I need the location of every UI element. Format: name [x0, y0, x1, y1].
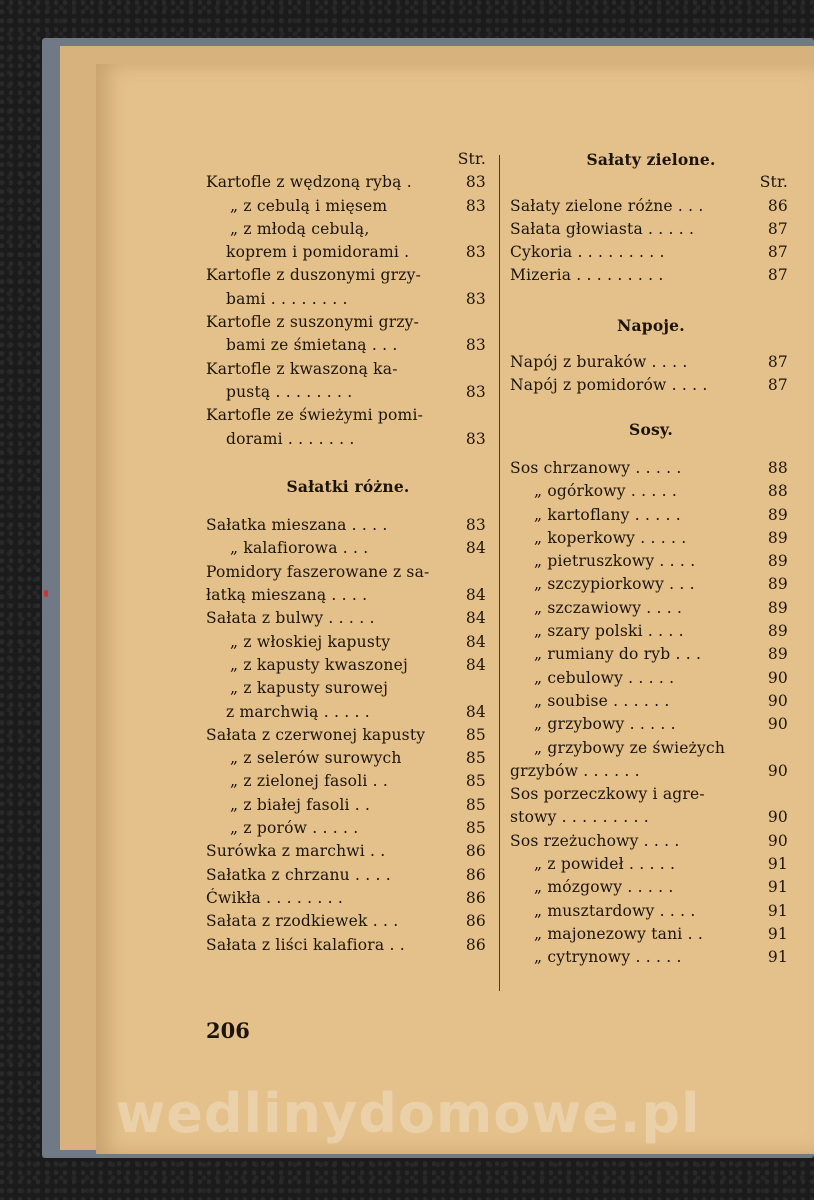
entry-title: „ szczawiowy . . . .	[534, 598, 683, 617]
index-entry	[206, 701, 490, 724]
entry-title: „ cebulowy . . . . .	[534, 668, 675, 687]
entry-page: 87	[767, 376, 788, 395]
index-entry	[510, 806, 792, 829]
entry-title: „ grzybowy . . . . .	[534, 715, 676, 734]
entry-page: 88	[767, 458, 788, 477]
entry-page: 85	[465, 749, 486, 768]
entry-page: 84	[465, 632, 486, 651]
entry-title: Sałata z bulwy . . . . .	[206, 609, 375, 628]
index-entry	[510, 830, 792, 853]
entry-title: Kartofle z duszonymi grzy-	[206, 266, 422, 285]
entry-title: Sałatka mieszana . . . .	[206, 516, 388, 535]
entry-page: 87	[767, 219, 788, 238]
entry-title: „ z powideł . . . . .	[534, 855, 676, 874]
entry-title: łatką mieszaną . . . .	[206, 586, 368, 605]
entry-page: 84	[465, 586, 486, 605]
index-entry	[206, 817, 490, 840]
entry-title: „ soubise . . . . . .	[534, 691, 670, 710]
index-entry	[510, 713, 792, 736]
entry-title: „ z włoskiej kapusty	[230, 632, 391, 651]
index-entry	[510, 480, 792, 503]
entry-page: 89	[767, 622, 788, 641]
entry-title: „ ogórkowy . . . . .	[534, 482, 677, 501]
index-entry	[206, 514, 490, 537]
entry-page: 87	[767, 243, 788, 262]
index-entry	[206, 910, 490, 933]
entry-title: „ koperkowy . . . . .	[534, 528, 687, 547]
entry-page: 86	[465, 865, 486, 884]
entry-title: Kartofle ze świeżymi pomi-	[206, 406, 424, 425]
index-entry	[206, 934, 490, 957]
page-mark	[44, 590, 48, 597]
left-index-list	[206, 171, 490, 451]
napoje-list	[510, 351, 792, 398]
entry-page: 89	[767, 575, 788, 594]
index-entry	[510, 351, 792, 374]
index-entry	[206, 654, 490, 677]
entry-title: grzybów . . . . . .	[510, 761, 640, 780]
entry-page: 86	[465, 842, 486, 861]
right-column-header: Str.	[759, 173, 788, 192]
entry-title: Ćwikła . . . . . . . .	[206, 888, 343, 907]
entry-title: „ szczypiorkowy . . .	[534, 575, 695, 594]
index-entry	[510, 620, 792, 643]
section-title-salaty: Sałaty zielone.	[586, 150, 716, 169]
entry-page: 90	[767, 808, 788, 827]
index-entry	[510, 853, 792, 876]
entry-title: Sałatka z chrzanu . . . .	[206, 865, 391, 884]
index-entry	[206, 887, 490, 910]
index-entry	[510, 218, 792, 241]
entry-title: Cykoria . . . . . . . . .	[510, 243, 665, 262]
index-entry	[510, 264, 792, 287]
entry-title: Sos chrzanowy . . . . .	[510, 458, 682, 477]
index-entry	[206, 770, 490, 793]
entry-page: 86	[465, 912, 486, 931]
index-entry	[206, 561, 490, 584]
entry-title: Sałata z liści kalafiora . .	[206, 935, 405, 954]
entry-page: 84	[465, 539, 486, 558]
entry-page: 83	[465, 243, 486, 262]
entry-title: „ z porów . . . . .	[230, 819, 359, 838]
entry-page: 83	[465, 336, 486, 355]
section-title-salatki: Sałatki różne.	[286, 476, 410, 496]
index-entry	[510, 737, 792, 760]
index-entry	[510, 690, 792, 713]
index-entry	[206, 584, 490, 607]
column-divider	[499, 155, 500, 991]
index-entry	[510, 643, 792, 666]
right-column	[510, 148, 792, 970]
entry-page: 90	[767, 691, 788, 710]
entry-page: 84	[465, 702, 486, 721]
entry-title: „ z selerów surowych	[230, 749, 402, 768]
index-entry	[206, 404, 490, 427]
section-title-sosy: Sosy.	[629, 419, 673, 439]
index-entry	[206, 264, 490, 287]
entry-title: Sałata z rzodkiewek . . .	[206, 912, 399, 931]
entry-title: pustą . . . . . . . .	[226, 382, 353, 401]
entry-page: 89	[767, 598, 788, 617]
entry-page: 91	[767, 878, 788, 897]
index-entry	[206, 358, 490, 381]
index-entry	[206, 241, 490, 264]
entry-page: 85	[465, 725, 486, 744]
entry-page: 84	[465, 655, 486, 674]
index-entry	[206, 794, 490, 817]
entry-title: „ z kapusty kwaszonej	[230, 655, 408, 674]
section-title-napoje: Napoje.	[617, 315, 685, 335]
entry-title: Kartofle z suszonymi grzy-	[206, 313, 420, 332]
index-entry	[206, 218, 490, 241]
index-entry	[510, 550, 792, 573]
entry-title: „ szary polski . . . .	[534, 622, 684, 641]
entry-title: Sałaty zielone różne . . .	[510, 196, 704, 215]
entry-title: „ kartoflany . . . . .	[534, 505, 681, 524]
index-entry	[510, 573, 792, 596]
watermark: wedlinydomowe.pl	[115, 1082, 701, 1145]
index-entry	[206, 864, 490, 887]
entry-title: „ musztardowy . . . .	[534, 901, 696, 920]
entry-title: „ cytrynowy . . . . .	[534, 948, 682, 967]
entry-title: Napój z buraków . . . .	[510, 353, 688, 372]
entry-title: Sałata głowiasta . . . . .	[510, 219, 695, 238]
entry-page: 83	[465, 196, 486, 215]
entry-page: 89	[767, 528, 788, 547]
entry-title: Surówka z marchwi . .	[206, 842, 386, 861]
entry-page: 87	[767, 266, 788, 285]
index-entry	[510, 374, 792, 397]
index-entry	[510, 597, 792, 620]
entry-title: „ z zielonej fasoli . .	[230, 772, 389, 791]
entry-page: 89	[767, 645, 788, 664]
entry-title: Pomidory faszerowane z sa-	[206, 562, 430, 581]
index-entry	[510, 946, 792, 969]
left-column	[206, 148, 490, 957]
entry-page: 89	[767, 552, 788, 571]
entry-title: Sałata z czerwonej kapusty	[206, 725, 426, 744]
salatki-list	[206, 514, 490, 957]
index-entry	[206, 747, 490, 770]
entry-page: 83	[465, 289, 486, 308]
index-entry	[510, 527, 792, 550]
left-column-header: Str.	[457, 150, 486, 168]
entry-title: Mizeria . . . . . . . . .	[510, 266, 664, 285]
entry-page: 88	[767, 482, 788, 501]
entry-title: „ pietruszkowy . . . .	[534, 552, 696, 571]
index-entry	[206, 311, 490, 334]
entry-page: 85	[465, 772, 486, 791]
index-entry	[510, 900, 792, 923]
index-entry	[510, 195, 792, 218]
entry-page: 91	[767, 855, 788, 874]
index-entry	[510, 504, 792, 527]
index-entry	[510, 783, 792, 806]
entry-page: 90	[767, 715, 788, 734]
entry-title: „ z białej fasoli . .	[230, 795, 371, 814]
entry-page: 83	[465, 382, 486, 401]
entry-title: bami ze śmietaną . . .	[226, 336, 398, 355]
entry-title: z marchwią . . . . .	[226, 702, 370, 721]
entry-title: „ grzybowy ze świeżych	[534, 738, 726, 757]
entry-title: Sos rzeżuchowy . . . .	[510, 831, 680, 850]
index-entry	[206, 631, 490, 654]
page-number: 206	[206, 1018, 250, 1043]
entry-title: „ z kapusty surowej	[230, 679, 389, 698]
index-entry	[510, 923, 792, 946]
entry-page: 90	[767, 668, 788, 687]
index-entry	[510, 876, 792, 899]
entry-title: „ mózgowy . . . . .	[534, 878, 674, 897]
salaty-list	[510, 195, 792, 288]
entry-page: 87	[767, 353, 788, 372]
entry-title: dorami . . . . . . .	[226, 429, 355, 448]
entry-page: 84	[465, 609, 486, 628]
entry-page: 85	[465, 819, 486, 838]
entry-page: 90	[767, 761, 788, 780]
index-entry	[510, 760, 792, 783]
entry-page: 91	[767, 901, 788, 920]
index-entry	[206, 724, 490, 747]
index-entry	[206, 428, 490, 451]
entry-page: 83	[465, 516, 486, 535]
index-entry	[510, 457, 792, 480]
entry-page: 89	[767, 505, 788, 524]
index-entry	[206, 840, 490, 863]
index-entry	[206, 288, 490, 311]
entry-page: 86	[465, 888, 486, 907]
entry-title: koprem i pomidorami .	[226, 243, 410, 262]
index-entry	[206, 334, 490, 357]
entry-page: 86	[767, 196, 788, 215]
entry-page: 85	[465, 795, 486, 814]
index-entry	[206, 537, 490, 560]
entry-title: Kartofle z wędzoną rybą .	[206, 173, 412, 192]
entry-title: „ kalafiorowa . . .	[230, 539, 369, 558]
entry-title: bami . . . . . . . .	[226, 289, 348, 308]
entry-page: 83	[465, 429, 486, 448]
entry-page: 83	[465, 173, 486, 192]
index-entry	[206, 171, 490, 194]
entry-title: „ z cebulą i mięsem	[230, 196, 388, 215]
entry-page: 91	[767, 924, 788, 943]
entry-title: „ majonezowy tani . .	[534, 924, 703, 943]
index-entry	[206, 677, 490, 700]
entry-page: 86	[465, 935, 486, 954]
index-entry	[206, 195, 490, 218]
entry-page: 90	[767, 831, 788, 850]
index-entry	[206, 381, 490, 404]
index-entry	[206, 607, 490, 630]
index-entry	[510, 241, 792, 264]
entry-title: stowy . . . . . . . . .	[510, 808, 649, 827]
entry-title: Kartofle z kwaszoną ka-	[206, 359, 398, 378]
entry-title: Sos porzeczkowy i agre-	[510, 785, 705, 804]
sosy-list	[510, 457, 792, 970]
index-entry	[510, 667, 792, 690]
entry-title: Napój z pomidorów . . . .	[510, 376, 708, 395]
entry-title: „ z młodą cebulą,	[230, 219, 370, 238]
entry-page: 91	[767, 948, 788, 967]
entry-title: „ rumiany do ryb . . .	[534, 645, 702, 664]
